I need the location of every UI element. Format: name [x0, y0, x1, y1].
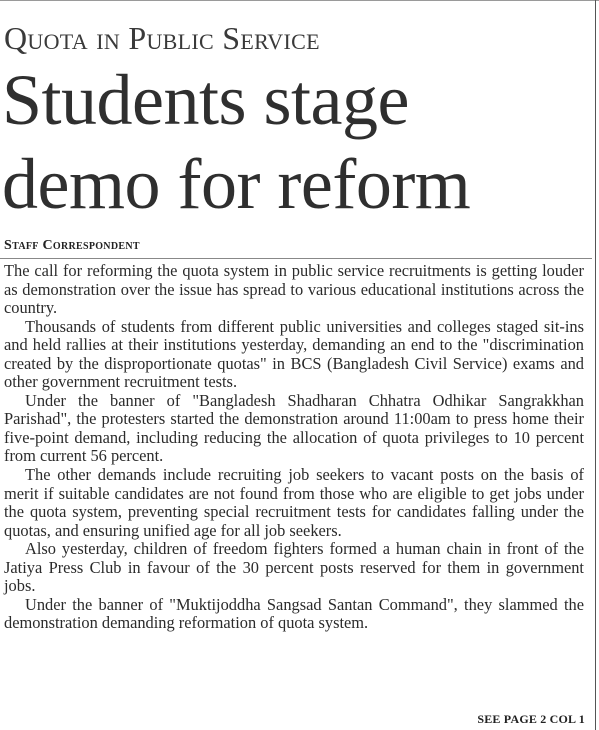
byline-rule: [0, 258, 592, 259]
kicker: Quota in Public Service: [4, 20, 320, 56]
right-column-rule: [595, 0, 596, 730]
paragraph-4: The other demands include recruiting job seekers to vacant posts on the basis of merit if suitable candidates are not found from those who are eligible to get jobs under the quota system, preventing special recruitment tests for candidates falling under the quotas, and ensuring unified age for all job seekers.: [4, 465, 584, 540]
top-border: [0, 0, 599, 1]
article-body: [4, 262, 584, 633]
paragraph-1: The call for reforming the quota system in public service recruitments is getting louder as demonstration over the issue has spread to various educational institutions across the country.: [4, 261, 584, 318]
paragraph-6: Under the banner of "Muktijoddha Sangsad Santan Command", they slammed the demonstration demanding reformation of quota system.: [4, 594, 584, 633]
headline: [2, 58, 592, 226]
continued-on-page-link[interactable]: SEE PAGE 2 COL 1: [477, 712, 585, 726]
paragraph-3: Under the banner of "Bangladesh Shadharan Chhatra Odhikar Sangrakkhan Parishad", the protesters started the demonstration around 11:00am to press home their five-point demand, including reducing the allocation of quota privileges to 10 percent from current 56 percent.: [4, 390, 584, 466]
headline-line-1: Students stage: [2, 60, 409, 140]
paragraph-2: Thousands of students from different public universities and colleges staged sit-ins and held rallies at their institutions yesterday, demanding an end to the "discrimination created by the disproportionate quotas" in BCS (Bangladesh Civil Service) exams and other government recruitment tests.: [4, 316, 584, 392]
paragraph-5: Also yesterday, children of freedom fighters formed a human chain in front of the Jatiya Press Club in favour of the 30 percent posts reserved for them in government jobs.: [4, 539, 584, 596]
byline: Staff Correspondent: [4, 238, 140, 253]
headline-line-2: demo for reform: [2, 144, 471, 224]
